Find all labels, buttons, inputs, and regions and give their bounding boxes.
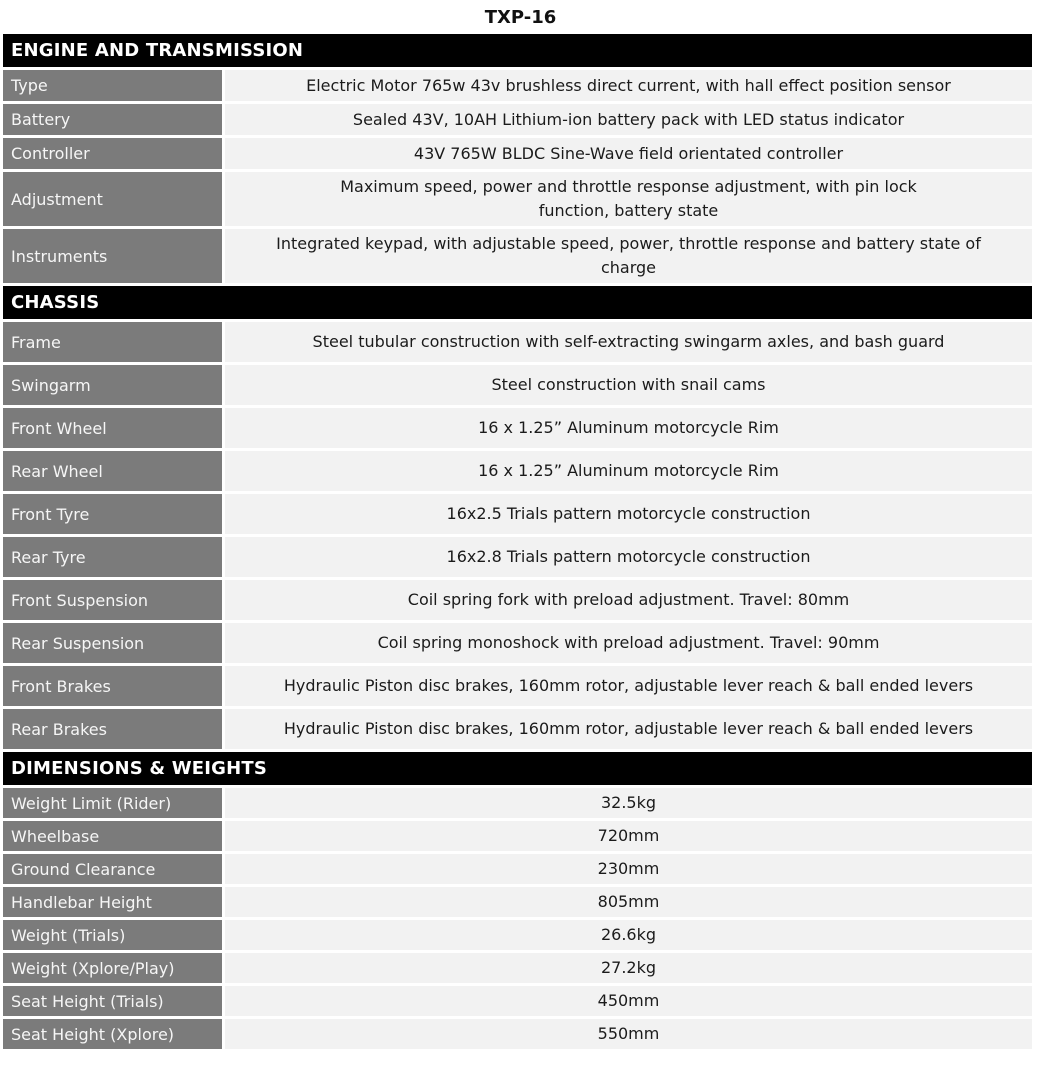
spec-value-text: 43V 765W BLDC Sine-Wave field orientated controller [413,143,844,163]
spec-table [3,34,1032,1049]
spec-value-text: Sealed 43V, 10AH Lithium-ion battery pack with LED status indicator [352,109,905,129]
table-row [3,365,1032,405]
spec-value-text: 27.2kg [600,958,657,977]
spec-label: Controller [3,138,222,169]
spec-value-text: 26.6kg [600,925,657,944]
spec-value-text: Hydraulic Piston disc brakes, 160mm rotor, adjustable lever reach & ball ended levers [283,719,974,738]
table-row [3,70,1032,101]
spec-label: Front Tyre [3,494,222,534]
spec-value-text: Integrated keypad, with adjustable speed, power, throttle response and battery state of charge [276,234,981,277]
spec-label: Adjustment [3,172,222,226]
table-row [3,920,1032,950]
table-row [3,953,1032,983]
spec-value-text: Electric Motor 765w 43v brushless direct current, with hall effect position sensor [306,75,951,95]
spec-value [225,172,1032,226]
table-row [3,821,1032,851]
spec-value-text: Steel construction with snail cams [491,375,766,394]
table-row [3,580,1032,620]
spec-value [225,580,1032,620]
spec-label: Rear Tyre [3,537,222,577]
page-title: TXP-16 [484,7,557,28]
spec-label: Handlebar Height [3,887,222,917]
table-row [3,1019,1032,1049]
spec-label: Seat Height (Trials) [3,986,222,1016]
spec-label: Weight (Trials) [3,920,222,950]
section-header-dimensions: DIMENSIONS & WEIGHTS [3,752,1032,785]
spec-value [225,229,1032,283]
spec-label: Ground Clearance [3,854,222,884]
spec-value [225,709,1032,749]
spec-label: Front Brakes [3,666,222,706]
spec-label: Weight Limit (Rider) [3,788,222,818]
table-row [3,854,1032,884]
table-row [3,322,1032,362]
table-row [3,709,1032,749]
spec-value-text: 16x2.5 Trials pattern motorcycle construction [446,504,811,523]
table-row [3,537,1032,577]
spec-label: Frame [3,322,222,362]
spec-value [225,854,1032,884]
spec-value [225,365,1032,405]
spec-value [225,494,1032,534]
spec-value [225,953,1032,983]
spec-value-text: Hydraulic Piston disc brakes, 160mm rotor, adjustable lever reach & ball ended levers [283,676,974,695]
spec-value [225,104,1032,135]
spec-value-text: 16x2.8 Trials pattern motorcycle construction [446,547,811,566]
spec-value [225,70,1032,101]
table-row [3,138,1032,169]
table-row [3,229,1032,283]
spec-value [225,537,1032,577]
spec-label: Type [3,70,222,101]
spec-label: Instruments [3,229,222,283]
section-header-chassis: CHASSIS [3,286,1032,319]
spec-value [225,451,1032,491]
table-row [3,788,1032,818]
spec-value-text: 805mm [597,892,660,911]
spec-value-text: 230mm [597,859,660,878]
spec-value-text: 32.5kg [600,793,657,812]
spec-value [225,986,1032,1016]
spec-value [225,920,1032,950]
table-row [3,494,1032,534]
table-row [3,104,1032,135]
table-row [3,408,1032,448]
spec-value [225,408,1032,448]
table-row [3,887,1032,917]
table-row [3,666,1032,706]
spec-value [225,623,1032,663]
spec-label: Wheelbase [3,821,222,851]
table-row [3,623,1032,663]
spec-value-text: Coil spring monoshock with preload adjustment. Travel: 90mm [377,633,880,652]
spec-value-text: 16 x 1.25” Aluminum motorcycle Rim [478,461,779,480]
spec-label: Front Suspension [3,580,222,620]
spec-label: Rear Brakes [3,709,222,749]
spec-value-text: 450mm [597,991,660,1010]
spec-value-text: 720mm [597,826,660,845]
spec-label: Rear Wheel [3,451,222,491]
spec-label: Swingarm [3,365,222,405]
table-row [3,172,1032,226]
spec-value [225,788,1032,818]
spec-value [225,666,1032,706]
spec-value-text: Steel tubular construction with self-extracting swingarm axles, and bash guard [312,332,945,351]
spec-value [225,821,1032,851]
spec-value-text: Coil spring fork with preload adjustment. Travel: 80mm [407,590,850,609]
spec-value [225,322,1032,362]
spec-value [225,887,1032,917]
spec-value [225,1019,1032,1049]
spec-label: Weight (Xplore/Play) [3,953,222,983]
table-row [3,986,1032,1016]
spec-label: Battery [3,104,222,135]
section-header-engine: ENGINE AND TRANSMISSION [3,34,1032,67]
spec-label: Rear Suspension [3,623,222,663]
spec-label: Front Wheel [3,408,222,448]
spec-value-text: 16 x 1.25” Aluminum motorcycle Rim [478,418,779,437]
spec-label: Seat Height (Xplore) [3,1019,222,1049]
spec-value-text: 550mm [597,1024,660,1043]
spec-value [225,138,1032,169]
table-row [3,451,1032,491]
spec-value-text: Maximum speed, power and throttle response adjustment, with pin lock function, battery state [340,177,917,220]
